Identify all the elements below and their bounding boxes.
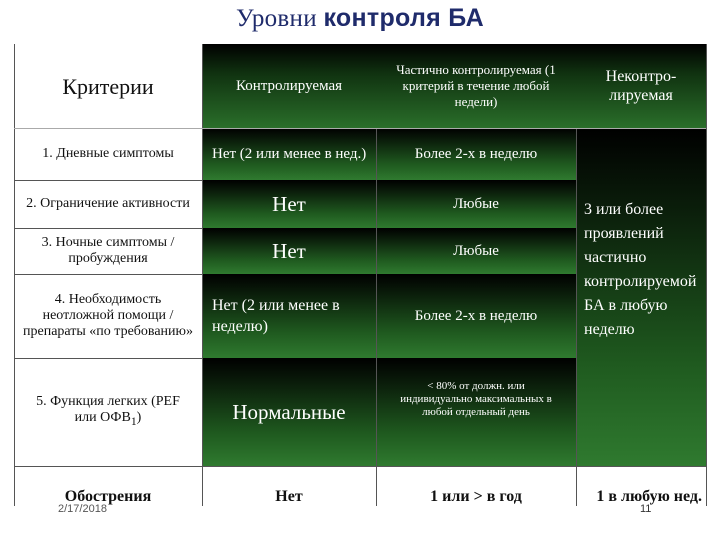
header-controlled: Контролируемая bbox=[202, 44, 376, 128]
grid-line bbox=[14, 466, 706, 467]
controlled-daytime-symptoms: Нет (2 или менее в нед.) bbox=[202, 128, 376, 180]
grid-line bbox=[14, 274, 202, 275]
grid-line bbox=[706, 44, 707, 506]
grid-line bbox=[376, 128, 377, 506]
title-part-1: Уровни bbox=[236, 5, 324, 32]
partial-activity-limitation: Любые bbox=[376, 180, 576, 228]
header-criteria: Критерии bbox=[14, 44, 202, 128]
partial-lung-function: < 80% от должн. или индивидуально максимальных в любой отдельный день bbox=[376, 358, 576, 466]
grid-line bbox=[14, 358, 202, 359]
controlled-night-symptoms: Нет bbox=[202, 228, 376, 274]
criterion-activity-limitation: 2. Ограничение активности bbox=[14, 180, 202, 228]
grid-line bbox=[14, 180, 202, 181]
header-partial: Частично контролируемая (1 критерий в течение любой недели) bbox=[376, 44, 576, 128]
grid-line bbox=[576, 128, 577, 506]
partial-night-symptoms: Любые bbox=[376, 228, 576, 274]
partial-daytime-symptoms: Более 2-х в неделю bbox=[376, 128, 576, 180]
criterion-lung-function: 5. Функция легких (PEF или $ОФВ_1$) bbox=[14, 358, 202, 466]
partial-exacerbation: 1 или > в год bbox=[376, 466, 576, 506]
title-part-2: контроля БА bbox=[323, 4, 484, 32]
grid-line bbox=[14, 44, 15, 506]
header-uncontrolled: Неконтро-лируемая bbox=[576, 44, 706, 128]
criterion-daytime-symptoms: 1. Дневные симптомы bbox=[14, 128, 202, 180]
page-number: 11 bbox=[640, 503, 652, 515]
grid-line bbox=[202, 44, 203, 506]
footer-date: 2/17/2018 bbox=[58, 503, 107, 515]
controlled-rescue-medication: Нет (2 или менее в неделю) bbox=[202, 274, 376, 358]
grid-line bbox=[14, 128, 706, 129]
partial-rescue-medication: Более 2-х в неделю bbox=[376, 274, 576, 358]
grid-line bbox=[14, 228, 202, 229]
controlled-activity-limitation: Нет bbox=[202, 180, 376, 228]
page-title bbox=[0, 4, 720, 33]
uncontrolled-description: 3 или более проявлений частично контролируемой БА в любую неделю bbox=[576, 128, 706, 466]
controlled-exacerbation: Нет bbox=[202, 466, 376, 506]
criterion-night-symptoms: 3. Ночные симптомы / пробуждения bbox=[14, 228, 202, 274]
criterion-rescue-medication: 4. Необходимость неотложной помощи / препараты «по требованию» bbox=[14, 274, 202, 358]
uncontrolled-exacerbation: 1 в любую нед. bbox=[556, 466, 706, 506]
controlled-lung-function: Нормальные bbox=[202, 358, 376, 466]
criterion-exacerbation: Обострения bbox=[14, 466, 202, 506]
